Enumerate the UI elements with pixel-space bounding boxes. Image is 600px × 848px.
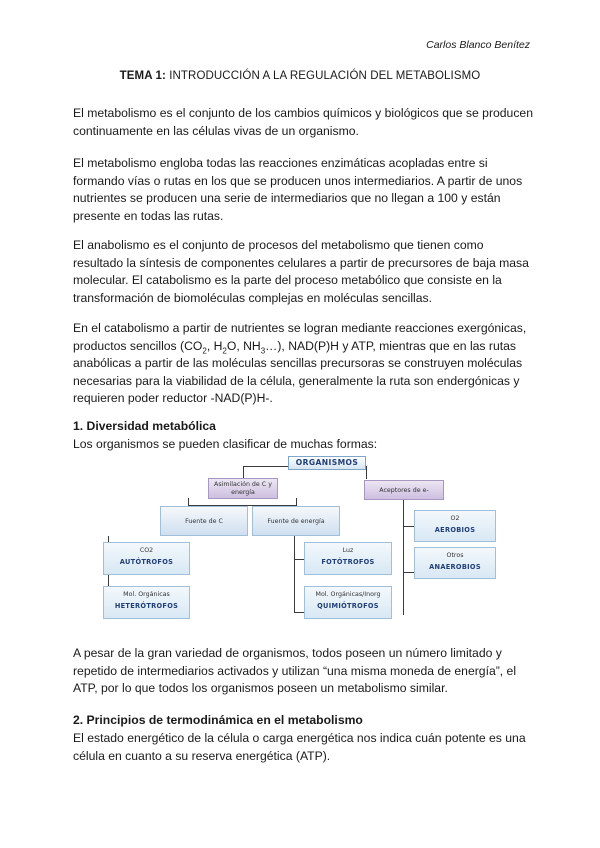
connector bbox=[294, 559, 304, 560]
paragraph-anabolismo: El anabolismo es el conjunto de procesos del metabolismo que tienen como resultado la síntesis de componentes celulares a partir de precursores de baja masa molecular. El catabolismo es la parte del proceso metabólico que consiste en la transformación de biomoléculas complejas en moléculas sencillas. bbox=[73, 238, 529, 305]
node-aerobios bbox=[414, 510, 496, 542]
node-fuente-energia bbox=[252, 506, 340, 536]
node-heterotrofos-label: HETERÓTROFOS bbox=[114, 602, 179, 610]
node-mol-org-inorg-label: Mol. Orgánicas/Inorg bbox=[315, 591, 381, 598]
node-fototrofos-label: FOTÓTROFOS bbox=[321, 558, 375, 566]
cat-sub-3: 3 bbox=[260, 346, 266, 356]
node-fuente-energia-label: Fuente de energía bbox=[267, 518, 325, 525]
classification-diagram bbox=[98, 456, 528, 626]
node-aceptores bbox=[364, 480, 444, 500]
title-text: INTRODUCCIÓN A LA REGULACIÓN DEL METABOLISMO bbox=[169, 70, 481, 82]
connector bbox=[403, 526, 414, 527]
connector bbox=[296, 498, 297, 506]
node-fuente-c-label: Fuente de C bbox=[185, 518, 223, 525]
node-autotrofos bbox=[103, 542, 190, 575]
node-anaerobios-label: ANAEROBIOS bbox=[429, 563, 481, 571]
cat-text-d: …), NAD(P)H y ATP, mientras que en las rutas anabólicas a partir de las moléculas sencillas precursoras se construyen moléculas necesarias para la viabilidad de la célula, generalmente la ruta son endergónicas y requieren poder reductor -NAD(P)H-. bbox=[73, 338, 523, 406]
paragraph-catabolismo bbox=[73, 320, 533, 408]
section-intro-diversidad: Los organismos se pueden clasificar de muchas formas: bbox=[73, 437, 378, 451]
node-otros-label: Otros bbox=[446, 552, 464, 559]
cat-text-b: , H bbox=[206, 338, 223, 353]
author-name: Carlos Blanco Benítez bbox=[426, 39, 530, 51]
connector bbox=[403, 572, 414, 573]
node-organismos: ORGANISMOS bbox=[288, 456, 366, 470]
page-title bbox=[0, 70, 600, 82]
node-heterotrofos bbox=[103, 586, 190, 619]
connector bbox=[294, 536, 295, 612]
section-heading-termodinamica: 2. Principios de termodinámica en el metabolismo bbox=[73, 713, 363, 727]
node-autotrofos-label: AUTÓTROFOS bbox=[119, 558, 174, 566]
node-asimilacion bbox=[208, 478, 278, 499]
node-asimilacion-label: Asimilación de C y energía bbox=[214, 481, 272, 496]
paragraph-metabolismo: El metabolismo es el conjunto de los cambios químicos y biológicos que se producen continuamente en las células vivas de un organismo. bbox=[73, 106, 533, 138]
title-prefix: TEMA 1: bbox=[119, 70, 166, 82]
connector bbox=[403, 500, 404, 615]
node-aerobios-label: AEROBIOS bbox=[434, 526, 476, 534]
cat-text-a: En el catabolismo a partir de nutrientes se logran mediante reacciones exergónicas, productos sencillos (CO bbox=[73, 321, 527, 353]
node-luz-label: Luz bbox=[342, 547, 354, 554]
section-heading-diversidad: 1. Diversidad metabólica bbox=[73, 419, 216, 433]
cat-sub-1: 2 bbox=[202, 346, 207, 356]
node-mol-organicas-label: Mol. Orgánicas bbox=[123, 591, 170, 598]
paragraph-carga-energetica: El estado energético de la célula o carga energética nos indica cuán potente es una célula en cuanto a su reserva energética (ATP). bbox=[73, 731, 526, 763]
node-co2-label: CO2 bbox=[139, 547, 154, 554]
node-quimiotrofos-label: QUIMIÓTROFOS bbox=[317, 602, 379, 610]
node-fototrofos bbox=[304, 542, 392, 575]
paragraph-rutas: El metabolismo engloba todas las reacciones enzimáticas acopladas entre si formando vías o rutas en los que se producen unos intermediarios. A partir de unos nutrientes se producen una serie de intermediarios que no llegan a 100 y están presente en todas las rutas. bbox=[73, 156, 523, 223]
cat-sub-2: 2 bbox=[222, 346, 227, 356]
node-quimiotrofos bbox=[304, 586, 392, 619]
paragraph-diversidad: A pesar de la gran variedad de organismos, todos poseen un número limitado y repetido de intermediarios activados y utilizan “una misma moneda de energía”, el ATP, por lo que todos los organismos poseen un metabolismo similar. bbox=[73, 646, 517, 696]
node-aceptores-label: Aceptores de e- bbox=[379, 487, 429, 494]
node-o2-label: O2 bbox=[450, 515, 460, 522]
node-fuente-c bbox=[160, 506, 248, 536]
node-anaerobios bbox=[414, 547, 496, 579]
connector bbox=[294, 612, 304, 613]
connector bbox=[366, 466, 367, 479]
cat-text-c: O, NH bbox=[226, 338, 261, 353]
